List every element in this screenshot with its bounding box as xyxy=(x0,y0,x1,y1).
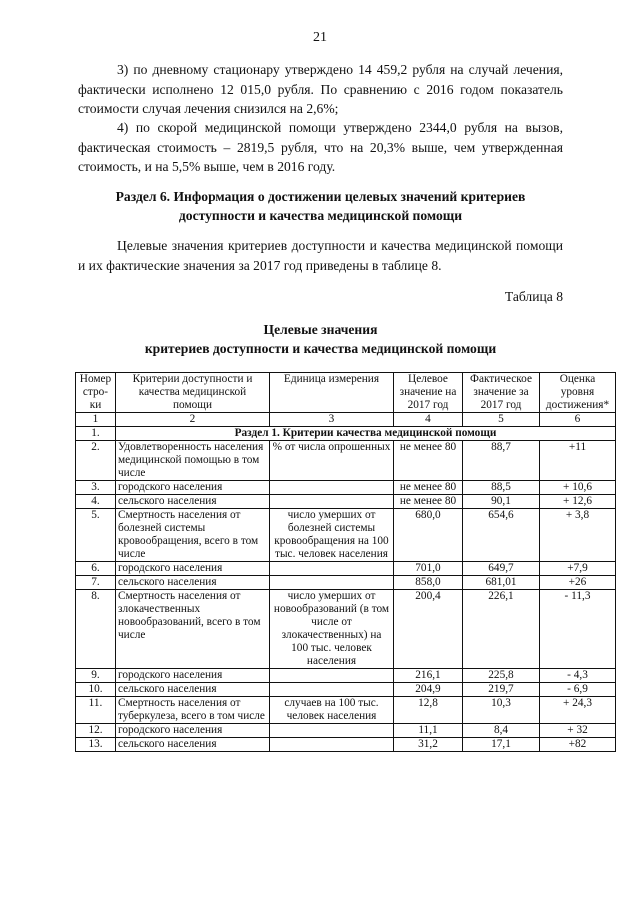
row-target: не менее 80 xyxy=(394,495,463,509)
row-criterion: городского населения xyxy=(116,481,270,495)
row-score: +82 xyxy=(540,738,616,752)
row-unit: % от числа опрошенных xyxy=(270,441,394,481)
row-criterion: Смертность населения от злокачественных новообразований, всего в том числе xyxy=(116,590,270,669)
table-title-line-1: Целевые значения xyxy=(263,322,378,337)
row-criterion: Смертность населения от болезней системы кровообращения, всего в том числе xyxy=(116,509,270,562)
table-header-row xyxy=(76,373,616,413)
paragraph-day-hospital: 3) по дневному стационару утверждено 14 459,2 рубля на случай лечения, фактически исполнено 12 015,0 рубля. По сравнению с 2016 годом показатель стоимости случая лечения снизился на 2,6%; xyxy=(78,62,563,116)
row-criterion: сельского населения xyxy=(116,495,270,509)
column-numbers-row xyxy=(76,413,616,427)
row-number: 6. xyxy=(76,562,116,576)
row-target: 200,4 xyxy=(394,590,463,669)
table-row xyxy=(76,509,616,562)
section-title-line-2: доступности и качества медицинской помощи xyxy=(178,208,463,223)
row-target: 858,0 xyxy=(394,576,463,590)
row-score: +11 xyxy=(540,441,616,481)
row-unit xyxy=(270,683,394,697)
row-target: 216,1 xyxy=(394,669,463,683)
table-row xyxy=(76,481,616,495)
row-number: 4. xyxy=(76,495,116,509)
table-row xyxy=(76,738,616,752)
row-target: не менее 80 xyxy=(394,441,463,481)
table-row xyxy=(76,683,616,697)
row-actual: 654,6 xyxy=(463,509,540,562)
table-row xyxy=(76,495,616,509)
row-unit xyxy=(270,495,394,509)
column-number: 5 xyxy=(463,413,540,427)
column-number: 2 xyxy=(116,413,270,427)
row-score: + 12,6 xyxy=(540,495,616,509)
row-actual: 88,5 xyxy=(463,481,540,495)
row-target: 680,0 xyxy=(394,509,463,562)
row-actual: 10,3 xyxy=(463,697,540,724)
row-number: 10. xyxy=(76,683,116,697)
row-number: 11. xyxy=(76,697,116,724)
section-row-label: Раздел 1. Критерии качества медицинской помощи xyxy=(116,427,616,441)
row-unit: число умерших от болезней системы кровообращения на 100 тыс. человек населения xyxy=(270,509,394,562)
row-score: - 11,3 xyxy=(540,590,616,669)
table-caption: Таблица 8 xyxy=(504,289,563,304)
header-score: Оценка уровня достижения* xyxy=(540,373,616,413)
row-target: 12,8 xyxy=(394,697,463,724)
row-criterion: сельского населения xyxy=(116,683,270,697)
row-number: 12. xyxy=(76,724,116,738)
row-criterion: сельского населения xyxy=(116,576,270,590)
header-actual: Фактическое значение за 2017 год xyxy=(463,373,540,413)
table-title xyxy=(78,320,563,358)
row-number: 3. xyxy=(76,481,116,495)
row-target: 11,1 xyxy=(394,724,463,738)
table-row xyxy=(76,724,616,738)
row-number: 7. xyxy=(76,576,116,590)
column-number: 4 xyxy=(394,413,463,427)
row-unit xyxy=(270,724,394,738)
row-criterion: Смертность населения от туберкулеза, всего в том числе xyxy=(116,697,270,724)
row-score: +26 xyxy=(540,576,616,590)
table-row xyxy=(76,562,616,576)
row-unit: число умерших от новообразований (в том числе от злокачественных) на 100 тыс. человек населения xyxy=(270,590,394,669)
column-number: 1 xyxy=(76,413,116,427)
row-number: 5. xyxy=(76,509,116,562)
row-actual: 226,1 xyxy=(463,590,540,669)
row-criterion: сельского населения xyxy=(116,738,270,752)
row-number: 1. xyxy=(76,427,116,441)
section-title xyxy=(78,187,563,225)
row-actual: 17,1 xyxy=(463,738,540,752)
row-unit xyxy=(270,562,394,576)
row-unit xyxy=(270,576,394,590)
criteria-table xyxy=(75,372,616,752)
table-row xyxy=(76,441,616,481)
table-row xyxy=(76,669,616,683)
row-actual: 8,4 xyxy=(463,724,540,738)
row-actual: 649,7 xyxy=(463,562,540,576)
row-score: - 4,3 xyxy=(540,669,616,683)
row-score: - 6,9 xyxy=(540,683,616,697)
row-criterion: городского населения xyxy=(116,724,270,738)
row-actual: 219,7 xyxy=(463,683,540,697)
row-unit xyxy=(270,738,394,752)
row-score: + 32 xyxy=(540,724,616,738)
row-target: не менее 80 xyxy=(394,481,463,495)
header-target: Целевое значение на 2017 год xyxy=(394,373,463,413)
section-row xyxy=(76,427,616,441)
row-target: 31,2 xyxy=(394,738,463,752)
row-criterion: Удовлетворенность населения медицинской помощью в том числе xyxy=(116,441,270,481)
row-number: 2. xyxy=(76,441,116,481)
table-row xyxy=(76,576,616,590)
row-score: + 24,3 xyxy=(540,697,616,724)
row-score: + 3,8 xyxy=(540,509,616,562)
table-row xyxy=(76,697,616,724)
row-target: 701,0 xyxy=(394,562,463,576)
row-unit xyxy=(270,481,394,495)
section-title-line-1: Раздел 6. Информация о достижении целевых значений критериев xyxy=(115,189,526,204)
table-title-line-2: критериев доступности и качества медицинской помощи xyxy=(144,341,497,356)
row-number: 13. xyxy=(76,738,116,752)
intro-paragraph: Целевые значения критериев доступности и качества медицинской помощи и их фактические значения за 2017 год приведены в таблице 8. xyxy=(78,238,563,273)
row-unit xyxy=(270,669,394,683)
row-score: +7,9 xyxy=(540,562,616,576)
header-unit: Единица измерения xyxy=(270,373,394,413)
row-criterion: городского населения xyxy=(116,562,270,576)
row-number: 8. xyxy=(76,590,116,669)
paragraph-ambulance: 4) по скорой медицинской помощи утверждено 2344,0 рубля на вызов, фактическая стоимость – 2819,5 рубля, что на 20,3% выше, чем утвержденная стоимость, и на 5,5% выше, чем в 2016 году. xyxy=(78,120,563,174)
page-number: 21 xyxy=(313,30,327,45)
table-row xyxy=(76,590,616,669)
row-number: 9. xyxy=(76,669,116,683)
row-score: + 10,6 xyxy=(540,481,616,495)
row-criterion: городского населения xyxy=(116,669,270,683)
row-actual: 681,01 xyxy=(463,576,540,590)
row-unit: случаев на 100 тыс. человек населения xyxy=(270,697,394,724)
row-actual: 88,7 xyxy=(463,441,540,481)
row-actual: 225,8 xyxy=(463,669,540,683)
row-actual: 90,1 xyxy=(463,495,540,509)
row-target: 204,9 xyxy=(394,683,463,697)
column-number: 6 xyxy=(540,413,616,427)
column-number: 3 xyxy=(270,413,394,427)
header-row-number: Номер стро-ки xyxy=(76,373,116,413)
header-criterion: Критерии доступности и качества медицинской помощи xyxy=(116,373,270,413)
